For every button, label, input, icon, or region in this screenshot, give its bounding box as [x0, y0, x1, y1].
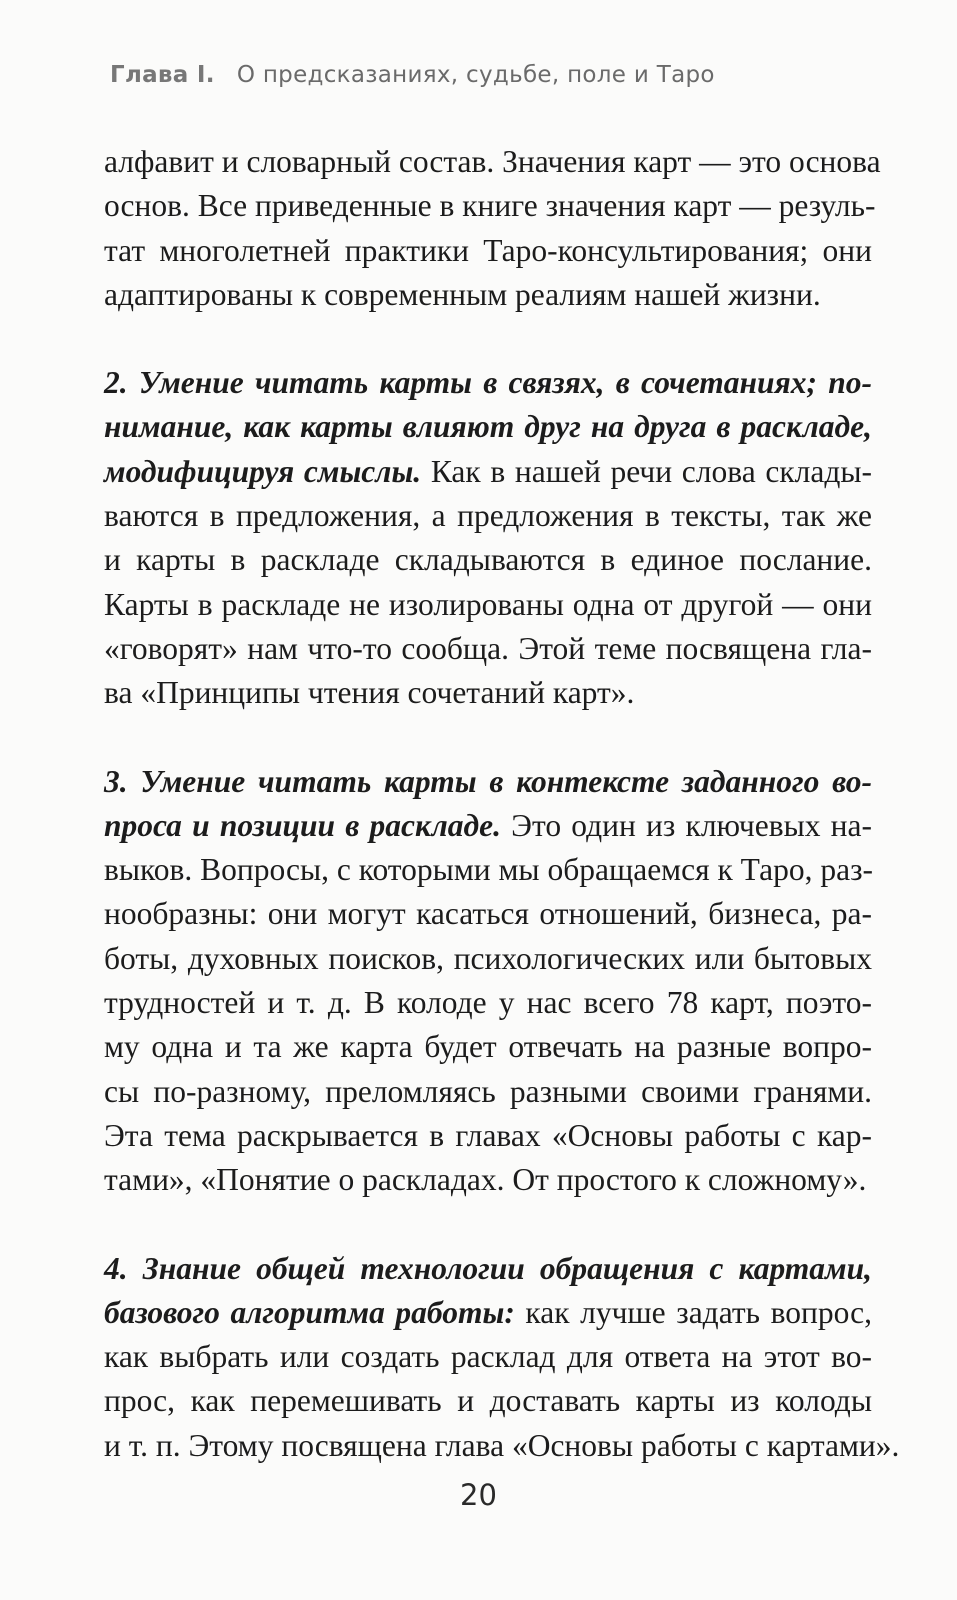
line-text: и карты в раскладе складываются в единое послание.	[104, 542, 872, 578]
line-text: сы по-разному, преломляясь разными своими гранями.	[104, 1073, 872, 1109]
text-line	[104, 1114, 872, 1158]
line-text: Как в нашей речи слова склады-	[421, 453, 873, 489]
text-line	[104, 229, 872, 273]
text-line	[104, 140, 881, 184]
paragraph	[104, 1247, 900, 1468]
text-line	[104, 1379, 872, 1423]
paragraph-gap	[104, 1203, 872, 1247]
text-line	[104, 361, 872, 405]
body-text	[104, 140, 900, 1468]
line-text: тат многолетней практики Таро-консультирования; они	[104, 232, 872, 268]
line-text: Это один из ключевых на-	[500, 807, 872, 843]
chapter-title: О предсказаниях, судьбе, поле и Таро	[236, 62, 715, 88]
line-text: му одна и та же карта будет отвечать на разные вопро-	[104, 1029, 872, 1065]
text-line	[104, 1291, 872, 1335]
text-line	[104, 273, 872, 317]
line-text: ваются в предложения, а предложения в тексты, так же	[104, 498, 872, 534]
paragraph-gap	[104, 317, 872, 361]
line-text: «говорят» нам что-то сообща. Этой теме посвящена гла-	[104, 630, 872, 666]
text-line	[104, 937, 872, 981]
text-line	[104, 804, 872, 848]
text-line	[104, 671, 872, 715]
text-line	[104, 627, 872, 671]
line-text: как лучше задать вопрос,	[514, 1294, 872, 1330]
line-text: тами», «Понятие о раскладах. От простого к сложному».	[104, 1162, 867, 1198]
paragraph-gap	[104, 716, 872, 760]
paragraph-heading: 3. Умение читать карты в контексте заданного во-	[104, 763, 872, 799]
line-text: алфавит и словарный состав. Значения карт — это основа	[104, 144, 881, 179]
text-line	[104, 538, 872, 582]
text-line	[104, 892, 872, 936]
line-text: прос, как перемешивать и доставать карты из колоды	[104, 1383, 872, 1419]
text-line	[104, 1335, 872, 1379]
line-text: основ. Все приведенные в книге значения карт — резуль-	[104, 188, 876, 224]
paragraph-heading: проса и позиции в раскладе.	[104, 807, 501, 843]
paragraph-heading: нимание, как карты влияют друг на друга в раскладе,	[104, 409, 872, 445]
text-line	[104, 981, 872, 1025]
paragraph-heading: базового алгоритма работы:	[104, 1294, 515, 1330]
line-text: адаптированы к современным реалиям нашей жизни.	[104, 276, 821, 312]
line-text: нообразны: они могут касаться отношений, бизнеса, ра-	[104, 896, 872, 932]
text-line	[104, 405, 872, 449]
text-line	[104, 583, 872, 627]
text-line	[104, 1247, 872, 1291]
text-line	[104, 450, 872, 494]
text-line	[104, 1025, 872, 1069]
paragraph	[104, 760, 872, 1203]
line-text: выков. Вопросы, с которыми мы обращаемся к Таро, раз-	[104, 852, 873, 888]
paragraph	[104, 140, 881, 317]
line-text: и т. п. Этому посвящена глава «Основы работы с картами».	[104, 1427, 900, 1463]
running-head	[110, 62, 715, 88]
text-line	[104, 1070, 872, 1114]
chapter-label: Глава I.	[110, 62, 215, 88]
text-line	[104, 1158, 872, 1202]
line-text: как выбрать или создать расклад для ответа на этот во-	[104, 1339, 872, 1375]
text-line	[104, 494, 872, 538]
line-text: Карты в раскладе не изолированы одна от другой — они	[104, 586, 872, 622]
text-line	[104, 848, 872, 892]
text-line	[104, 1424, 900, 1468]
text-line	[104, 184, 876, 228]
paragraph-heading: модифицируя смыслы.	[104, 453, 422, 489]
text-line	[104, 760, 872, 804]
line-text: трудностей и т. д. В колоде у нас всего 78 карт, поэто-	[104, 985, 872, 1021]
paragraph-heading: 4. Знание общей технологии обращения с картами,	[104, 1250, 872, 1286]
page-number: 20	[460, 1478, 497, 1512]
line-text: ва «Принципы чтения сочетаний карт».	[104, 675, 635, 711]
paragraph-heading: 2. Умение читать карты в связях, в сочетаниях; по-	[104, 365, 872, 401]
paragraph	[104, 361, 872, 715]
line-text: Эта тема раскрывается в главах «Основы работы с кар-	[104, 1117, 872, 1153]
line-text: боты, духовных поисков, психологических или бытовых	[104, 940, 872, 976]
